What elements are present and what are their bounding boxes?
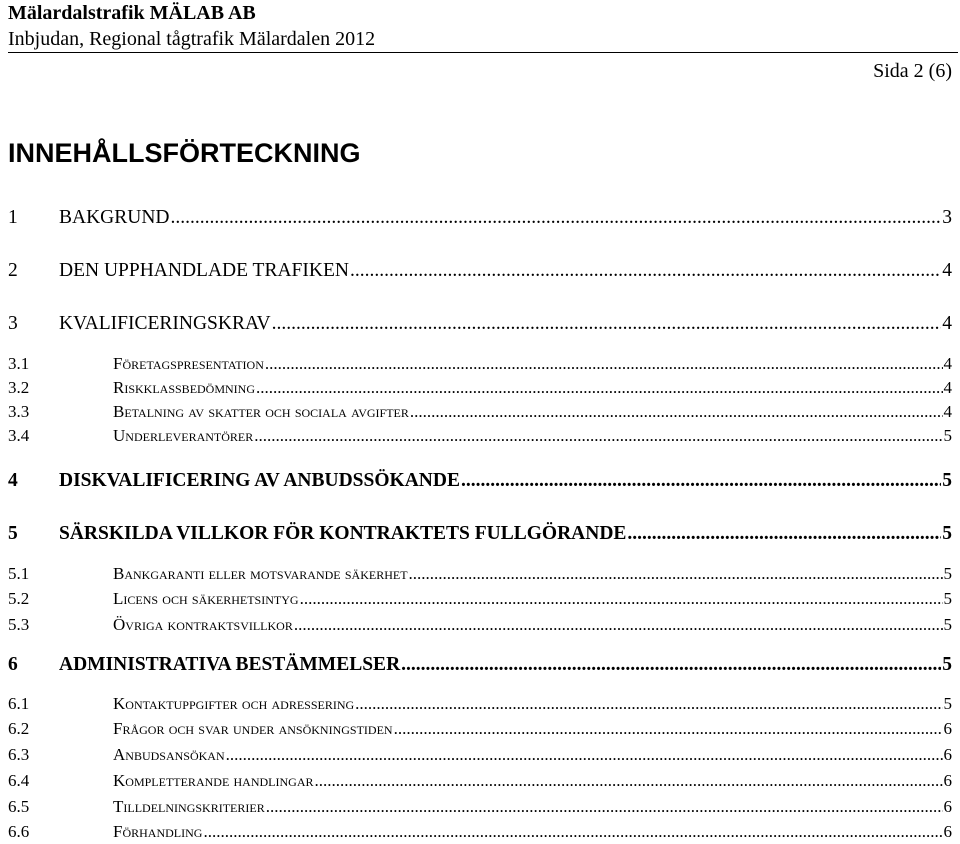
toc-entry-page: 6	[943, 719, 952, 738]
toc-entry-number: 6.2	[8, 719, 30, 738]
dot-leader	[401, 653, 941, 677]
toc-entry[interactable]	[8, 821, 952, 843]
toc-entry-label: Riskklassbedömning	[113, 378, 256, 397]
toc-entry-number: 6	[8, 654, 18, 675]
toc-entry-number: 3.3	[8, 402, 30, 421]
toc-entry[interactable]	[8, 770, 952, 792]
dot-leader	[272, 312, 942, 336]
header-divider	[8, 52, 958, 53]
toc-entry-number: 4	[8, 470, 18, 491]
toc-entry-label: Anbudsansökan	[113, 745, 225, 764]
toc-entry[interactable]	[8, 614, 952, 636]
toc-entry[interactable]	[8, 469, 952, 493]
toc-entry-label: Tilldelningskriterier	[113, 797, 265, 816]
toc-entry-number: 5.2	[8, 589, 30, 608]
toc-entry-label: Kompletterande handlingar	[113, 771, 314, 790]
dot-leader	[410, 401, 943, 423]
toc-entry-page: 4	[942, 260, 952, 281]
dot-leader	[409, 563, 943, 585]
toc-entry-page: 5	[942, 470, 952, 491]
toc-entry-number: 1	[8, 207, 18, 228]
toc-entry-number: 3.2	[8, 378, 30, 397]
toc-entry[interactable]	[8, 718, 952, 740]
dot-leader	[315, 770, 943, 792]
toc-entry-page: 4	[942, 313, 952, 334]
toc-entry-page: 4	[943, 378, 952, 397]
toc-entry-page: 5	[943, 694, 952, 713]
dot-leader	[226, 744, 943, 766]
toc-entry-page: 5	[943, 589, 952, 608]
toc-entry-page: 6	[943, 797, 952, 816]
toc-entry-label: BAKGRUND	[59, 207, 170, 228]
toc-entry[interactable]	[8, 588, 952, 610]
dot-leader	[265, 353, 943, 375]
toc-entry-label: Frågor och svar under ansökningstiden	[113, 719, 393, 738]
toc-entry-label: Kontaktuppgifter och adressering	[113, 694, 355, 713]
toc-entry-page: 5	[943, 564, 952, 583]
toc-entry-page: 4	[943, 402, 952, 421]
document-subtitle: Inbjudan, Regional tågtrafik Mälardalen 2012	[8, 28, 376, 50]
toc-entry-label: ADMINISTRATIVA BESTÄMMELSER	[59, 654, 401, 675]
toc-entry-page: 6	[943, 771, 952, 790]
toc-entry-page: 5	[943, 615, 952, 634]
toc-entry-label: Betalning av skatter och sociala avgifter	[113, 402, 409, 421]
toc-entry-page: 5	[943, 426, 952, 445]
dot-leader	[394, 718, 943, 740]
toc-entry-page: 3	[942, 207, 952, 228]
dot-leader	[350, 259, 941, 283]
toc-entry[interactable]	[8, 425, 952, 447]
dot-leader	[294, 614, 943, 636]
toc-entry-number: 6.4	[8, 771, 30, 790]
toc-entry-label: KVALIFICERINGSKRAV	[59, 313, 271, 334]
dot-leader	[266, 796, 943, 818]
toc-entry-number: 3.1	[8, 354, 30, 373]
dot-leader	[627, 522, 941, 546]
dot-leader	[461, 469, 941, 493]
toc-entry[interactable]	[8, 312, 952, 336]
toc-entry[interactable]	[8, 563, 952, 585]
toc-entry-page: 6	[943, 745, 952, 764]
toc-entry[interactable]	[8, 353, 952, 375]
toc-title: INNEHÅLLSFÖRTECKNING	[8, 138, 361, 168]
toc-entry-number: 6.1	[8, 694, 30, 713]
toc-entry-number: 3	[8, 313, 18, 334]
toc-entry-number: 5	[8, 523, 18, 544]
toc-entry-label: Licens och säkerhetsintyg	[113, 589, 299, 608]
toc-entry-number: 5.1	[8, 564, 30, 583]
toc-entry-number: 3.4	[8, 426, 30, 445]
toc-entry-page: 6	[943, 822, 952, 841]
toc-entry[interactable]	[8, 522, 952, 546]
toc-entry-label: Förhandling	[113, 822, 203, 841]
company-name: Mälardalstrafik MÄLAB AB	[8, 2, 256, 24]
toc-entry-label: SÄRSKILDA VILLKOR FÖR KONTRAKTETS FULLGÖRANDE	[59, 523, 627, 544]
toc-entry-number: 6.6	[8, 822, 30, 841]
toc-entry[interactable]	[8, 653, 952, 677]
toc-entry[interactable]	[8, 259, 952, 283]
dot-leader	[203, 821, 942, 843]
toc-entry-page: 5	[942, 654, 952, 675]
toc-entry-page: 5	[942, 523, 952, 544]
toc-entry-label: DEN UPPHANDLADE TRAFIKEN	[59, 260, 349, 281]
toc-entry-number: 6.5	[8, 797, 30, 816]
toc-entry-label: Företagspresentation	[113, 354, 264, 373]
toc-entry[interactable]	[8, 401, 952, 423]
toc-entry-label: Underleverantörer	[113, 426, 254, 445]
page-number: Sida 2 (6)	[873, 60, 952, 82]
toc-entry[interactable]	[8, 796, 952, 818]
dot-leader	[355, 693, 942, 715]
dot-leader	[256, 377, 942, 399]
toc-entry-label: Övriga kontraktsvillkor	[113, 615, 293, 634]
toc-entry[interactable]	[8, 744, 952, 766]
toc-entry[interactable]	[8, 206, 952, 230]
toc-entry-label: Bankgaranti eller motsvarande säkerhet	[113, 564, 408, 583]
toc-entry-page: 4	[943, 354, 952, 373]
dot-leader	[300, 588, 943, 610]
dot-leader	[171, 206, 942, 230]
toc-entry[interactable]	[8, 377, 952, 399]
toc-entry-label: DISKVALIFICERING AV ANBUDSSÖKANDE	[59, 470, 460, 491]
toc-entry-number: 2	[8, 260, 18, 281]
dot-leader	[254, 425, 942, 447]
toc-entry-number: 5.3	[8, 615, 30, 634]
toc-entry-number: 6.3	[8, 745, 30, 764]
toc-entry[interactable]	[8, 693, 952, 715]
